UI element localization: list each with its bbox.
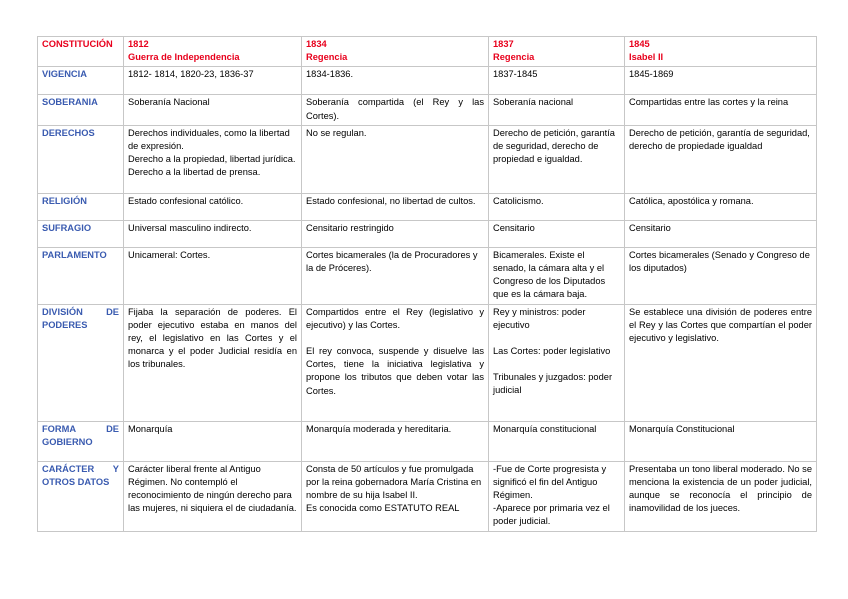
cell-line: Tribunales y juzgados: poder judicial — [493, 372, 613, 396]
cell: Catolicismo. — [489, 193, 625, 220]
cell — [489, 304, 625, 421]
cell: 1834-1836. — [302, 67, 489, 95]
cell-line: Las Cortes: poder legislativo — [493, 346, 611, 357]
cell: Censitario — [625, 220, 817, 247]
header-name: Regencia — [493, 52, 535, 63]
cell — [124, 125, 302, 193]
cell: Se establece una división de poderes entre el Rey y las Cortes que compartían el poder ejecutivo y legislativo. — [625, 304, 817, 421]
cell: Bicamerales. Existe el senado, la cámara alta y el Congreso de los Diputados que es la cámara baja. — [489, 247, 625, 304]
cell: Soberanía nacional — [489, 95, 625, 125]
row-forma — [38, 421, 817, 461]
spacer — [493, 358, 620, 371]
cell: Estado confesional, no libertad de cultos. — [302, 193, 489, 220]
header-col-1812 — [124, 37, 302, 67]
cell: Derecho de petición, garantía de seguridad, derecho de propiedad e igualdad. — [489, 125, 625, 193]
cell: Soberanía Nacional — [124, 95, 302, 125]
row-religion — [38, 193, 817, 220]
row-label: PARLAMENTO — [38, 247, 124, 304]
cell: No se regulan. — [302, 125, 489, 193]
row-derechos — [38, 125, 817, 193]
spacer — [493, 332, 620, 345]
cell: 1837-1845 — [489, 67, 625, 95]
row-sufragio — [38, 220, 817, 247]
cell — [302, 461, 489, 531]
header-year: 1812 — [128, 39, 149, 49]
cell-line: Rey y ministros: poder ejecutivo — [493, 306, 586, 330]
cell: Monarquía — [124, 421, 302, 461]
cell: Universal masculino indirecto. — [124, 220, 302, 247]
cell: Católica, apostólica y romana. — [625, 193, 817, 220]
cell: Monarquía Constitucional — [625, 421, 817, 461]
row-division — [38, 304, 817, 421]
cell-line: Es conocida como ESTATUTO REAL — [306, 503, 460, 514]
cell: Monarquía constitucional — [489, 421, 625, 461]
cell: Censitario — [489, 220, 625, 247]
header-year: 1845 — [629, 39, 650, 49]
cell: Cortes bicamerales (Senado y Congreso de los diputados) — [625, 247, 817, 304]
cell: Compartidas entre las cortes y la reina — [625, 95, 817, 125]
row-label: SOBERANIA — [38, 95, 124, 125]
row-label: SUFRAGIO — [38, 220, 124, 247]
cell: Cortes bicamerales (la de Procuradores y la de Próceres). — [302, 247, 489, 304]
cell-line: -Aparece por primaria vez el poder judicial. — [493, 503, 610, 527]
row-label: DERECHOS — [38, 125, 124, 193]
row-label: DIVISIÓN DE PODERES — [38, 304, 124, 421]
header-year: 1834 — [306, 39, 327, 49]
cell — [489, 461, 625, 531]
row-soberania — [38, 95, 817, 125]
header-label: CONSTITUCIÓN — [38, 37, 124, 67]
cell-line: Compartidos entre el Rey (legislativo y ejecutivo) y las Cortes. — [306, 306, 484, 330]
cell: Monarquía moderada y hereditaria. — [302, 421, 489, 461]
cell: Estado confesional católico. — [124, 193, 302, 220]
cell: 1812- 1814, 1820-23, 1836-37 — [124, 67, 302, 95]
header-row — [38, 37, 817, 67]
row-label: RELIGIÓN — [38, 193, 124, 220]
cell: 1845-1869 — [625, 67, 817, 95]
cell-line: Consta de 50 artículos y fue promulgada por la reina gobernadora María Cristina en nombre de su hija Isabel II. — [306, 463, 482, 501]
cell-line: El rey convoca, suspende y disuelve las Cortes, tiene la iniciativa legislativa y propone los tributos que deben votar las Cortes. — [306, 346, 484, 396]
header-col-1834 — [302, 37, 489, 67]
cell: Unicameral: Cortes. — [124, 247, 302, 304]
header-name: Guerra de Independencia — [128, 52, 240, 63]
cell: Fijaba la separación de poderes. El poder ejecutivo estaba en manos del rey, el legislativo en las Cortes y el monarca y el poder Judicial residía en los tribunales. — [124, 304, 302, 421]
header-name: Isabel II — [629, 52, 664, 63]
cell: Derecho de petición, garantía de seguridad, derecho de propiedade igualdad — [625, 125, 817, 193]
row-label: FORMA DE GOBIERNO — [38, 421, 124, 461]
cell — [302, 304, 489, 421]
cell: Censitario restringido — [302, 220, 489, 247]
header-col-1845 — [625, 37, 817, 67]
row-label: VIGENCIA — [38, 67, 124, 95]
cell-line: Derechos individuales, como la libertad de expresión. — [128, 127, 290, 152]
row-label: CARÁCTER Y OTROS DATOS — [38, 461, 124, 531]
cell-line: -Fue de Corte progresista y significó el fin del Antiguo Régimen. — [493, 463, 607, 501]
constitutions-table — [37, 36, 817, 532]
cell: Presentaba un tono liberal moderado. No se menciona la existencia de un poder judicial, aunque se reconocía el principio de inamovilidad de los jueces. — [625, 461, 817, 531]
header-name: Regencia — [306, 52, 348, 63]
row-vigencia — [38, 67, 817, 95]
cell: Soberanía compartida (el Rey y las Cortes). — [302, 95, 489, 125]
header-col-1837 — [489, 37, 625, 67]
header-year: 1837 — [493, 39, 514, 49]
cell: Carácter liberal frente al Antiguo Régimen. No contempló el reconocimiento de ningún derecho para las mujeres, ni siquiera el de ciudadanía. — [124, 461, 302, 531]
row-caracter — [38, 461, 817, 531]
cell-line: Derecho a la libertad de prensa. — [128, 167, 261, 178]
cell-line: Derecho a la propiedad, libertad jurídica. — [128, 154, 296, 165]
spacer — [306, 332, 484, 345]
row-parlamento — [38, 247, 817, 304]
